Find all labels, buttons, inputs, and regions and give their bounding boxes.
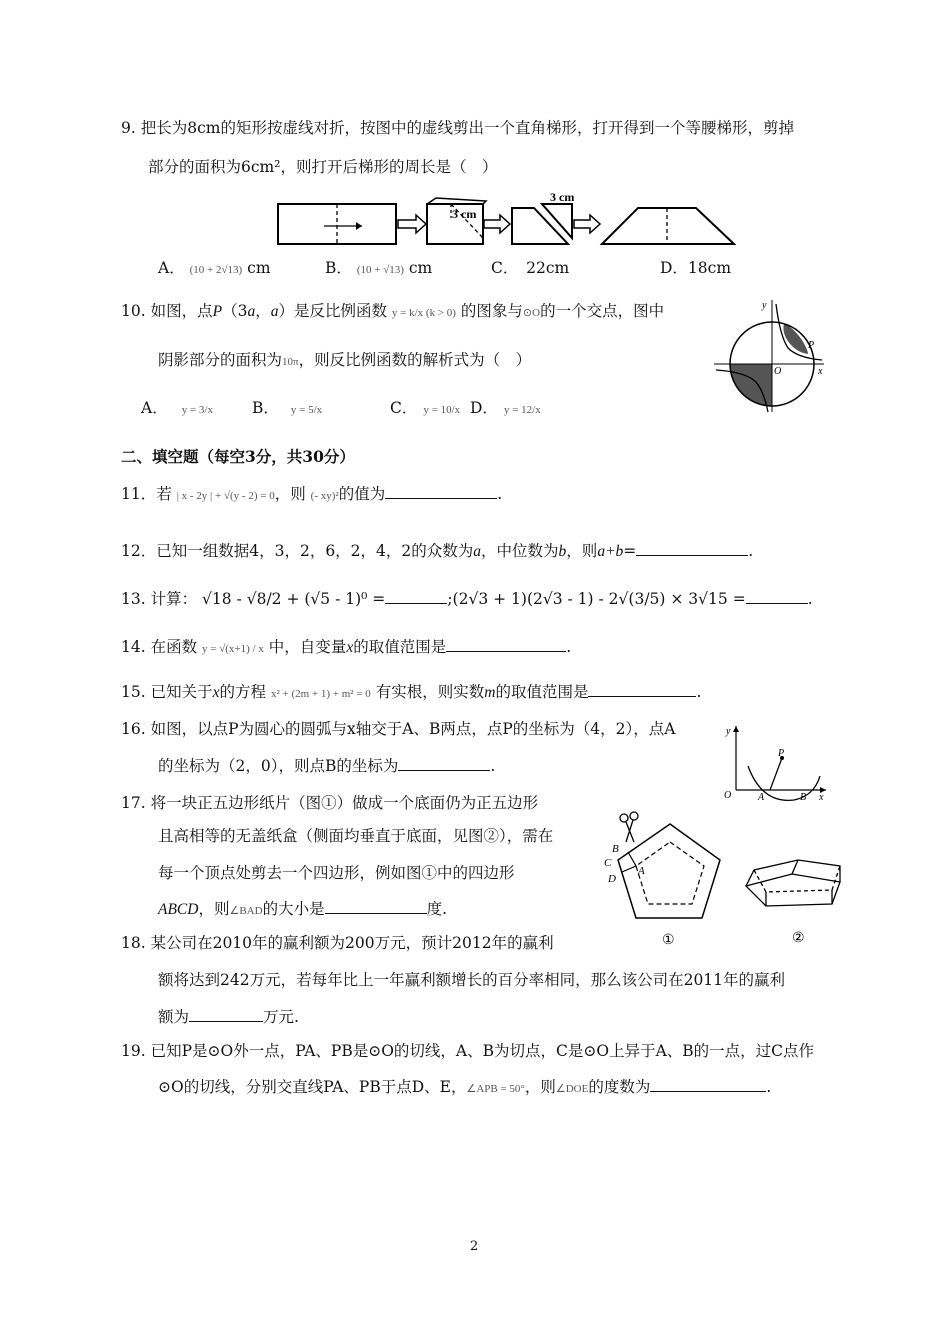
q16-number: 16 (121, 720, 141, 738)
q11-line (121, 484, 502, 506)
q17-pentagon-inner (636, 842, 704, 904)
q17-fig-1-label: ① (662, 933, 675, 948)
q10-opt-b-label: B． (252, 399, 279, 417)
q19-end: . (766, 1078, 772, 1096)
q10-number: 10 (121, 302, 141, 320)
q11-end: . (497, 485, 503, 503)
q9-folding-figure (276, 190, 736, 250)
q10-var-a2: a (270, 303, 279, 320)
q16-fig-x: x (819, 792, 824, 802)
q17-fig-a: A (638, 865, 645, 877)
q17-line1 (121, 793, 538, 813)
q10-fig-x: x (818, 366, 823, 377)
q10-text-b: （3 (222, 302, 248, 320)
q19-text-a: ⊙O的切线，分别交直线PA、PB于点D、E， (158, 1078, 467, 1096)
q10-circle-o: ⊙O (522, 307, 541, 319)
q10-circle-figure (712, 296, 832, 416)
q15-text-a: . 已知关于 (140, 683, 213, 701)
q15-line (121, 682, 701, 704)
q9-opt-a-label[interactable]: A． (158, 259, 185, 277)
q16-radius (770, 758, 782, 790)
q10-option-d[interactable] (470, 398, 541, 420)
q19-text-1: . 已知P是⊙O外一点，PA、PB是⊙O的切线，A、B为切点，C是⊙O上异于A、B的一点，过C点作 (140, 1042, 815, 1060)
q9-arrow-3 (574, 215, 600, 233)
q9-line1 (121, 118, 794, 138)
q17-quad: ABCD (158, 901, 199, 918)
q10-area: 10π (282, 356, 299, 368)
q16-fig-p: P (778, 748, 785, 759)
q14-answer-blank[interactable] (446, 637, 566, 652)
q12-text-c: ，则 (566, 542, 598, 560)
q17-line3: 每一个顶点处剪去一个四边形，例如图①中的四边形 (158, 864, 515, 882)
q9-opt-b-math: (10 + √13) (356, 264, 404, 276)
q16-text-2: 的坐标为（2，0），则点B的坐标为 (158, 757, 399, 775)
q10-opt-a-label: A． (141, 399, 168, 417)
q19-angle: ∠APB = 50° (466, 1083, 525, 1095)
q12-number: 12 (121, 542, 141, 560)
q17-line2: 且高相等的无盖纸盒（侧面均垂直于底面，见图②），需在 (158, 827, 554, 845)
q15-text-d: 的取值范围是 (495, 683, 589, 701)
q9-opt-a-unit: cm (247, 259, 271, 277)
q14-text-b: 中，自变量 (268, 638, 347, 656)
q15-text-c: 有实根，则实数 (375, 683, 485, 701)
q15-equation: x² + (2m + 1) + m² = 0 (270, 688, 371, 700)
q10-fig-p: P (808, 340, 815, 351)
q10-opt-a: y = 3/x (181, 404, 213, 416)
q14-text-c: 的取值范围是 (353, 638, 447, 656)
q17-answer-blank[interactable] (325, 899, 427, 914)
q17-fig-b: B (612, 843, 619, 855)
q10-fig-o: O (774, 366, 782, 377)
q18-text-a: 额为 (158, 1008, 190, 1026)
q9-text1: . 把长为8cm的矩形按虚线对折，按图中的虚线剪出一个直角梯形，打开得到一个等腰梯形，剪掉 (130, 119, 794, 137)
q16-line2 (158, 756, 495, 776)
q16-fig-a: A (758, 792, 765, 802)
q17-text-d: 度. (426, 900, 448, 918)
q15-number: 15 (121, 683, 141, 701)
q9-fig-label-a: 3 cm (452, 207, 477, 221)
q12-var-a: a (473, 543, 482, 560)
q19-line2 (158, 1077, 771, 1099)
q9-option-c[interactable]: C． 22cm (491, 259, 570, 277)
q13-line (121, 589, 813, 609)
q19-text-c: 的度数为 (588, 1078, 651, 1096)
scissors-icon (620, 812, 638, 842)
q13-separator: ; (447, 590, 453, 608)
q17-angle: ∠BAD (229, 905, 263, 917)
q9-rect-1 (278, 204, 396, 244)
q19-number: 19 (121, 1042, 141, 1060)
q17-fig-2-label: ② (792, 931, 805, 946)
q18-answer-blank[interactable] (189, 1007, 263, 1022)
q17-line4 (158, 899, 447, 921)
q16-answer-blank[interactable] (398, 756, 490, 771)
q14-number: 14 (121, 638, 141, 656)
q14-end: . (566, 638, 572, 656)
q9-fig-label-b: 3 cm (550, 190, 575, 204)
q9-option-d[interactable]: D．18cm (660, 259, 732, 277)
q10-text-f: 的一个交点，图中 (540, 302, 665, 320)
q12-answer-blank[interactable] (636, 541, 748, 556)
q9-opt-b-label: B． (325, 259, 352, 277)
q17-text-b: ，则 (198, 900, 230, 918)
q9-trapezoid-piece (512, 208, 568, 244)
q10-text-d: ）是反比例函数 (278, 302, 387, 320)
q16-fig-y: y (726, 726, 731, 737)
q14-var-x: x (346, 639, 354, 656)
q15-end: . (696, 683, 702, 701)
q9-isosceles-trapezoid (602, 208, 734, 244)
q13-expression-2: (2√3 + 1)(2√3 - 1) - 2√(3/5) × 3√15 = (452, 590, 746, 608)
q18-text-b: 万元. (263, 1008, 299, 1026)
q11-text-a: ．若 (140, 485, 172, 503)
q9-option-b[interactable] (325, 258, 432, 280)
q10-opt-d-label: D． (470, 399, 498, 417)
q19-answer-blank[interactable] (650, 1077, 766, 1092)
q10-opt-c: y = 10/x (423, 404, 461, 416)
q10-opt-c-label: C． (390, 399, 418, 417)
q16-arc-figure (720, 720, 828, 802)
q13-number: 13 (121, 590, 141, 608)
q17-pentagon-figure (600, 806, 860, 951)
q12-var-b: b (558, 543, 567, 560)
q10-text-e: 的图象与 (460, 302, 523, 320)
q12-end: . (748, 542, 754, 560)
q17-text-1: . 将一块正五边形纸片（图①）做成一个底面仍为正五边形 (140, 794, 539, 812)
q10-text-g: 阴影部分的面积为 (158, 351, 283, 369)
q13-text-a: . 计算： (140, 590, 198, 608)
q9-arrow-2 (484, 215, 510, 233)
q16-line1 (121, 719, 675, 739)
q10-option-b[interactable] (252, 398, 322, 420)
q13-expression-1: √18 - √8/2 + (√5 - 1)⁰ = (202, 590, 386, 608)
q15-var-m: m (484, 684, 496, 701)
q10-text-a: . 如图，点 (140, 302, 213, 320)
q15-text-b: 的方程 (219, 683, 266, 701)
q11-answer-blank[interactable] (385, 484, 497, 499)
q11-condition: | x - 2y | + √(y - 2) = 0 (176, 490, 275, 502)
q17-fig-d: D (608, 873, 616, 885)
q9-opt-b-unit: cm (408, 259, 433, 277)
q11-text-b: ，则 (274, 485, 306, 503)
q18-line2: 额将达到242万元，若每年比上一年赢利额增长的百分率相同，那么该公司在2011年的赢利 (158, 971, 786, 989)
q9-options (158, 258, 271, 280)
q9-arrow-1 (398, 215, 426, 233)
q10-line1 (121, 301, 664, 323)
q12-sum: a+b (597, 543, 624, 560)
q10-opt-b: y = 5/x (290, 404, 323, 416)
q17-number: 17 (121, 794, 141, 812)
q10-function: y = k/x (k > 0) (391, 307, 456, 319)
q16-end: . (490, 757, 496, 775)
q17-text-c: 的大小是 (262, 900, 325, 918)
q19-text-b: ，则 (524, 1078, 556, 1096)
q9-opt-a-math: (10 + 2√13) (189, 264, 243, 276)
q10-fig-y: y (762, 300, 767, 311)
q19-line1 (121, 1041, 814, 1061)
q18-line1 (121, 933, 554, 953)
section-2-heading: 二、填空题（每空3分，共30分） (121, 447, 355, 466)
q11-text-c: 的值为 (338, 485, 386, 503)
q12-equals: = (623, 542, 637, 560)
q13-answer-blank-2[interactable] (746, 589, 808, 604)
q14-line (121, 637, 571, 659)
q12-line (121, 541, 753, 562)
q10-line2 (158, 350, 531, 372)
page-number: 2 (470, 1239, 479, 1254)
q10-option-c[interactable] (390, 398, 460, 420)
q10-var-a: a (247, 303, 256, 320)
q12-text-a: ．已知一组数据4，3，2，6，2，4，2的众数为 (140, 542, 474, 560)
q13-end: . (807, 590, 813, 608)
q16-fig-b: B (800, 792, 807, 802)
q18-number: 18 (121, 934, 141, 952)
q11-number: 11 (121, 485, 141, 503)
q12-text-b: ，中位数为 (481, 542, 559, 560)
q10-text-c: ， (255, 302, 271, 320)
q9-text2: 部分的面积为6cm²，则打开后梯形的周长是（ ） (148, 158, 498, 176)
q10-opt-d: y = 12/x (503, 404, 541, 416)
q13-answer-blank-1[interactable] (385, 589, 447, 604)
q19-angle-doe: ∠DOE (555, 1083, 589, 1095)
q15-answer-blank[interactable] (588, 682, 696, 697)
q10-point-p: P (212, 303, 223, 320)
q9-line2 (148, 157, 497, 177)
q17-fig-c: C (604, 857, 612, 869)
q16-fig-o: O (724, 790, 732, 801)
q10-option-a[interactable] (141, 398, 213, 420)
q11-expression: (- xy)² (310, 490, 339, 502)
q18-text-1: . 某公司在2010年的赢利额为200万元，预计2012年的赢利 (140, 934, 554, 952)
q9-number: 9 (121, 119, 131, 137)
q18-line3 (158, 1007, 299, 1027)
q14-function: y = √(x+1) / x (202, 643, 264, 655)
q14-text-a: . 在函数 (140, 638, 198, 656)
q10-text-h: ，则反比例函数的解析式为（ ） (298, 351, 532, 369)
q17-box (746, 860, 840, 906)
q16-text-1: . 如图，以点P为圆心的圆弧与x轴交于A、B两点，点P的坐标为（4，2），点A (140, 720, 676, 738)
q15-var-x: x (212, 684, 220, 701)
